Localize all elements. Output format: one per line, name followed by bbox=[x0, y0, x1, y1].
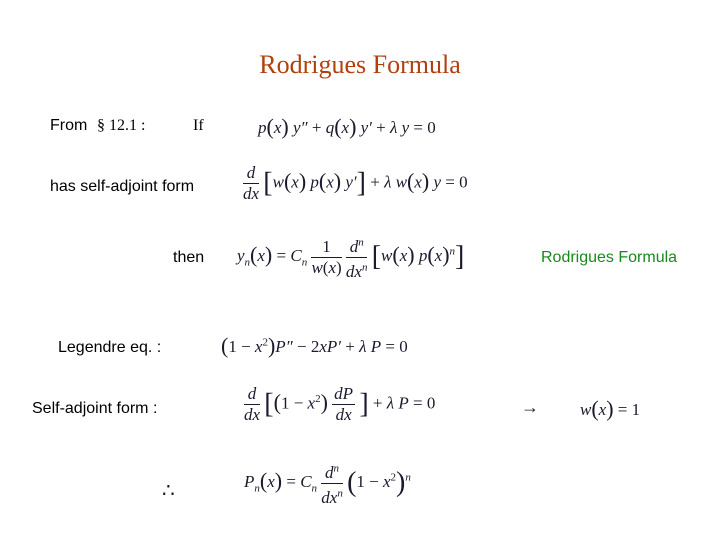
self-adjoint-equation: $\frac{d}{dx}$ [w(x) p(x) y′] + λ w(x) y = 0 bbox=[243, 163, 468, 203]
rodrigues-formula-note: Rodrigues Formula bbox=[541, 249, 678, 266]
if-label: If bbox=[193, 117, 204, 134]
legendre-label: Legendre eq. : bbox=[58, 339, 162, 356]
rodrigues-general-equation: $y_n(x) = C_n$ $\frac{1}{w(x)}$ $\frac{d^n}{dx^n}$ [w(x) $p(x)^n$] bbox=[237, 232, 464, 282]
therefore-icon: ∴ bbox=[162, 480, 175, 502]
legendre-rodrigues-equation: $P_n(x) = C_n$ $\frac{d^n}{dx^n}$ $(1 - x^2)^n$ bbox=[244, 458, 411, 508]
section-label: § 12.1 : bbox=[97, 117, 146, 134]
self-adjoint-label: has self-adjoint form bbox=[50, 178, 195, 195]
from-label: From bbox=[50, 117, 88, 134]
sturm-liouville-equation: p(x) y″ + q(x) y′ + λ y = 0 bbox=[258, 114, 436, 139]
legendre-self-adjoint-equation: $\frac{d}{dx}$ [$(1 - x^2)$ $\frac{dP}{dx}$ ] + λ P = 0 bbox=[244, 384, 436, 424]
legendre-equation: $(1 - x^2)P'' - 2xP' + \lambda$ P = 0 bbox=[221, 333, 408, 358]
then-label: then bbox=[173, 249, 205, 266]
self-adjoint-form-label: Self-adjoint form : bbox=[32, 400, 158, 417]
arrow-icon: → bbox=[521, 397, 539, 417]
weight-function-equation: w(x) = 1 bbox=[580, 396, 641, 421]
page-title: Rodrigues Formula bbox=[259, 50, 461, 79]
